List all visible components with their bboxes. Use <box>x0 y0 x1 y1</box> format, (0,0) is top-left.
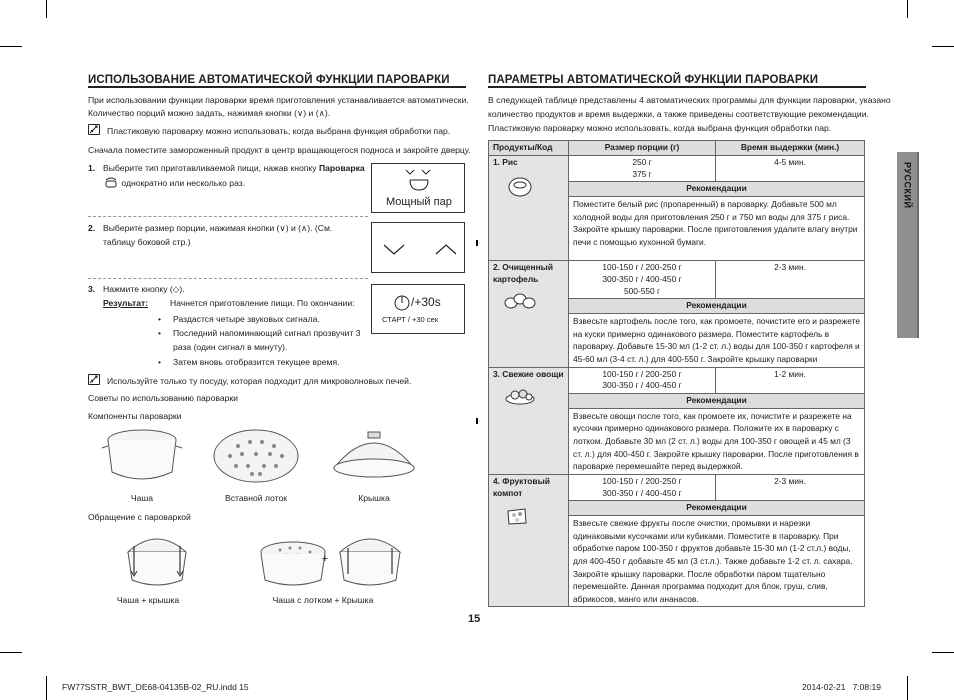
start-icon <box>392 293 412 313</box>
step-text: Выберите размер порции, нажимая кнопки (∨) и (∧). (См. <box>103 223 333 233</box>
step-number: 3. <box>88 284 96 294</box>
step-text <box>103 176 245 191</box>
handling-label: Чаша с лотком + Крышка <box>272 595 374 605</box>
product-name: 4. Фруктовый компот <box>493 475 550 498</box>
step-text-part: Выберите тип приготавливаемой пищи, нажав кнопку <box>103 163 317 173</box>
crop-mark <box>932 652 954 653</box>
language-tab <box>897 152 919 338</box>
bowl-lid-illustration <box>118 530 196 590</box>
language-tab-label: РУССКИЙ <box>902 162 913 209</box>
product-name: 1. Рис <box>493 156 518 167</box>
recommendation-text: Поместите белый рис (пропаренный) в пароварку. Добавьте 500 мл холодной воды для приготовления 250 г и 750 мл воды для 375 г риса. Закройте крышку пароварки. После приготовления удалите влагу внутри печи с помощью кухонной бумаги. <box>569 197 865 261</box>
table-row <box>489 261 865 299</box>
crop-mark <box>932 46 954 47</box>
fruit-icon <box>505 505 529 527</box>
handling-label: Чаша + крышка <box>116 595 180 605</box>
tray-illustration <box>208 424 304 488</box>
steamer-icon <box>103 176 119 191</box>
steam-display-icon <box>372 164 466 194</box>
handling-title: Обращение с пароваркой <box>88 512 191 522</box>
portion-cell <box>569 261 716 299</box>
time-cell: 2-3 мин. <box>716 474 865 501</box>
intro-line: Пластиковую пароварку можно использовать, когда выбрана функция обработки пар. <box>488 123 832 133</box>
component-label: Чаша <box>130 493 154 503</box>
crop-mark <box>0 652 22 653</box>
crop-mark <box>0 46 22 47</box>
step-text <box>103 162 365 174</box>
recommendation-text: Взвесьте картофель после того, как промоете, почистите его и разрежете на куски примерно одинакового размера. Поместите картофель в пароварку. Добавьте 15-30 мл (1-2 ст. л.) воды для 100-350 г картофеля и 45-60 мл (3-4 ст. л.) для 400-550 г. Закройте крышку пароварки <box>569 314 865 367</box>
crop-mark <box>907 676 908 700</box>
plus-sign: + <box>321 553 329 565</box>
product-cell <box>489 367 569 474</box>
portion-cell <box>569 367 716 394</box>
footer-timestamp: 2014-02-21 7:08:19 <box>802 682 881 692</box>
vegetables-icon <box>503 386 537 406</box>
table-header: Продукты/Код <box>489 141 569 156</box>
recommendation-text: Взвесьте овощи после того, как промоете их, почистите и разрежете на кусочки примерно одинакового размера. Положите их в пароварку с лотком. Добавьте 30 мл (2 ст. л.) воды для 100-350 г овощей и 45 мл (3 ст. л.) для 400-450 г. Закройте крышку пароварки. После приготовления в пароварке перемешайте перед выдержкой. <box>569 408 865 474</box>
bullet-text: Затем вновь отобразится текущее время. <box>173 357 340 367</box>
bullet: • <box>158 357 162 367</box>
table-row <box>489 155 865 182</box>
recommendation-header: Рекомендации <box>569 501 865 516</box>
display-panel <box>371 222 465 273</box>
left-heading: ИСПОЛЬЗОВАНИЕ АВТОМАТИЧЕСКОЙ ФУНКЦИИ ПАРОВАРКИ <box>88 74 450 86</box>
chevron-up-icon <box>436 245 456 254</box>
note-text: Пластиковую пароварку можно использовать, когда выбрана функция обработки пар. <box>107 126 451 136</box>
portion-value: 375 г <box>632 168 652 179</box>
display-text: /+30s <box>411 295 441 309</box>
crop-mark <box>46 0 47 18</box>
product-cell <box>489 474 569 607</box>
left-heading-rule <box>88 86 466 88</box>
note-icon <box>88 374 100 385</box>
separator <box>88 278 368 279</box>
rice-bowl-icon <box>505 175 535 199</box>
product-cell <box>489 261 569 368</box>
display-subtext: СТАРТ / +30 сек <box>382 315 439 324</box>
time-cell: 4-5 мин. <box>716 155 865 182</box>
note-icon <box>88 124 100 135</box>
separator <box>88 216 368 217</box>
lid-illustration <box>328 424 420 488</box>
table-header: Время выдержки (мин.) <box>716 141 865 156</box>
crop-mark <box>907 0 908 18</box>
portion-value: 100-150 г / 200-250 г <box>602 368 682 379</box>
step-number: 2. <box>88 223 96 233</box>
portion-value: 100-150 г / 200-250 г <box>602 475 682 486</box>
display-panel <box>371 163 465 213</box>
result-label: Результат: <box>103 298 149 308</box>
table-header: Размер порции (г) <box>569 141 716 156</box>
product-name: 3. Свежие овощи <box>493 368 564 379</box>
crop-mark <box>476 418 478 424</box>
recommendation-header: Рекомендации <box>569 299 865 314</box>
intro-line: Количество порций можно задать, нажимая кнопки (∨) и (∧). <box>88 108 331 118</box>
portion-value: 500-550 г <box>623 285 661 296</box>
display-text: Мощный пар <box>386 196 452 208</box>
intro-line: количество продуктов и время выдержки, а также приведены соответствующие рекомендации. <box>488 109 869 119</box>
bowl-illustration <box>100 424 184 488</box>
intro-line: В следующей таблице представлены 4 автоматических программы для функции пароварки, указано <box>488 95 891 105</box>
note-text: Используйте только ту посуду, которая подходит для микроволновых печей. <box>107 376 412 386</box>
portion-cell <box>569 155 716 182</box>
component-label: Вставной лоток <box>224 493 287 503</box>
result-text: Начнется приготовление пищи. По окончании: <box>170 298 355 308</box>
language-tab-edge <box>917 152 919 338</box>
portion-value: 250 г <box>632 156 652 167</box>
step-text-part: однократно или несколько раз. <box>121 177 246 188</box>
right-heading-rule <box>488 86 866 88</box>
time-cell: 2-3 мин. <box>716 261 865 299</box>
page-number: 15 <box>468 613 481 625</box>
portion-cell <box>569 474 716 501</box>
bullet-text: Последний напоминающий сигнал прозвучит 3 <box>173 328 361 338</box>
product-cell <box>489 155 569 260</box>
potato-icon <box>503 292 537 310</box>
portion-value: 100-150 г / 200-250 г <box>602 262 682 273</box>
step-number: 1. <box>88 163 96 173</box>
step-text: Нажмите кнопку (◇). <box>103 284 185 294</box>
portion-value: 300-350 г / 400-450 г <box>602 273 682 284</box>
prep-text: Сначала поместите замороженный продукт в центр вращающегося подноса и закройте дверцу. <box>88 145 471 155</box>
time-cell: 1-2 мин. <box>716 367 865 394</box>
bullet: • <box>158 314 162 324</box>
bullet: • <box>158 328 162 338</box>
steamer-button-name: Пароварка <box>318 163 365 173</box>
bullet-text: Раздастся четыре звуковых сигнала. <box>173 314 320 324</box>
portion-value: 300-350 г / 400-450 г <box>602 380 682 391</box>
table-row <box>489 367 865 394</box>
table-row <box>489 474 865 501</box>
product-name: 2. Очищенный картофель <box>493 262 553 284</box>
steam-program-table <box>488 140 865 607</box>
crop-mark <box>46 676 47 700</box>
recommendation-header: Рекомендации <box>569 394 865 409</box>
table-header-row <box>489 141 865 156</box>
recommendation-text: Взвесьте свежие фрукты после очистки, промывки и нарезки одинаковыми кусочками или кубиками. Поместите в пароварку. При обработке паром 100-350 г фруктов добавьте 15-30 мл (1-2 ст.л.) воды, для 400-450 г добавьте 45 мл (3 ст.л.). Также добавьте 1-2 ст. л. сахара. Закройте крышку пароварки. После обработки паром тщательно перемешайте. Данная программа подходит для блок, груш, слив, абрикосов, манго или ананасов. <box>569 516 865 607</box>
recommendation-header: Рекомендации <box>569 182 865 197</box>
chevron-down-icon <box>384 245 404 254</box>
display-panel <box>371 284 465 334</box>
components-title: Компоненты пароварки <box>88 411 182 421</box>
crop-mark <box>476 240 478 246</box>
right-heading: ПАРАМЕТРЫ АВТОМАТИЧЕСКОЙ ФУНКЦИИ ПАРОВАРКИ <box>488 74 819 86</box>
tips-text: Советы по использованию пароварки <box>88 393 238 403</box>
footer-filename: FW77SSTR_BWT_DE68-04135B-02_RU.indd 15 <box>62 682 249 692</box>
component-label: Крышка <box>358 493 390 503</box>
step-text: таблицу боковой стр.) <box>103 237 191 247</box>
intro-line: При использовании функции пароварки время приготовления устанавливается автоматически. <box>88 95 469 105</box>
bullet-text: раза (один сигнал в минуту). <box>173 342 288 352</box>
portion-value: 300-350 г / 400-450 г <box>602 487 682 498</box>
tray-lid-illustration <box>334 530 406 590</box>
